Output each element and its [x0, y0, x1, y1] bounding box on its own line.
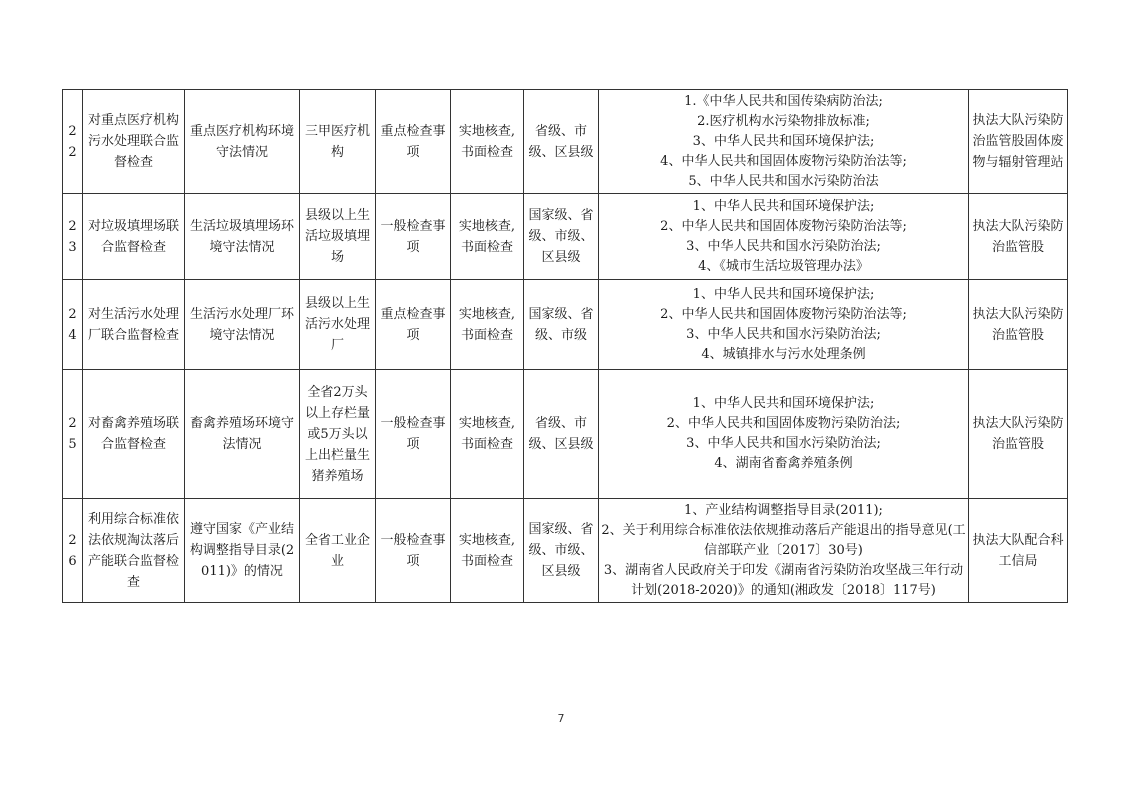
legal-basis-line: 4、城镇排水与污水处理条例: [701, 346, 866, 362]
responsible-department-cell: 执法大队污染防治监管股: [969, 370, 1068, 499]
inspection-object-cell: 全省工业企业: [300, 499, 376, 603]
inspection-object-cell: 三甲医疗机构: [300, 90, 376, 194]
responsible-department-cell: 执法大队污染防治监管股: [969, 280, 1068, 370]
inspection-content-cell: 重点医疗机构环境守法情况: [185, 90, 300, 194]
page-number: 7: [557, 712, 565, 725]
legal-basis-line: 1、中华人民共和国环境保护法;: [692, 396, 875, 411]
inspection-content-cell: 畜禽养殖场环境守法情况: [185, 370, 300, 499]
legal-basis-cell: [599, 370, 969, 499]
legal-basis-line: 2.医疗机构水污染物排放标准;: [697, 113, 870, 129]
legal-basis-line: 1.《中华人民共和国传染病防治法;: [684, 93, 883, 109]
inspection-item-cell: 对垃圾填埋场联合监督检查: [83, 194, 185, 280]
legal-basis-line: 4、中华人民共和国固体废物污染防治法等;: [660, 153, 907, 169]
inspection-category-cell: 重点检查事项: [376, 90, 451, 194]
inspection-content-cell: 生活污水处理厂环境守法情况: [185, 280, 300, 370]
inspection-content-cell: 遵守国家《产业结构调整指导目录(2011)》的情况: [185, 499, 300, 603]
inspection-item-cell: 利用综合标准依法依规淘汰落后产能联合监督检查: [83, 499, 185, 603]
inspection-object-cell: 全省2万头以上存栏量或5万头以上出栏量生猪养殖场: [300, 370, 376, 499]
legal-basis-line: 4、湖南省畜禽养殖条例: [714, 456, 853, 471]
inspection-category-cell: 一般检查事项: [376, 499, 451, 603]
inspection-category-cell: 一般检查事项: [376, 194, 451, 280]
inspection-category-cell: 一般检查事项: [376, 370, 451, 499]
legal-basis-line: 3、湖南省人民政府关于印发《湖南省污染防治攻坚战三年行动计划(2018-2020)》的通知(湘政发〔2018〕117号): [603, 562, 964, 598]
legal-basis-line: 2、中华人民共和国固体废物污染防治法;: [666, 416, 901, 431]
inspection-method-cell: 实地核查,书面检查: [451, 499, 524, 603]
responsible-department-cell: 执法大队污染防治监管股固体废物与辐射管理站: [969, 90, 1068, 194]
legal-basis-cell: [599, 499, 969, 603]
row-number-cell: 26: [63, 499, 83, 603]
inspection-table: [62, 89, 1068, 603]
inspection-object-cell: 县级以上生活垃圾填埋场: [300, 194, 376, 280]
responsible-department-cell: 执法大队污染防治监管股: [969, 194, 1068, 280]
legal-basis-line: 2、关于利用综合标准依法依规推动落后产能退出的指导意见(工信部联产业〔2017〕30号): [601, 522, 966, 558]
inspection-category-cell: 重点检查事项: [376, 280, 451, 370]
inspection-method-cell: 实地核查,书面检查: [451, 280, 524, 370]
inspection-content-cell: 生活垃圾填埋场环境守法情况: [185, 194, 300, 280]
table-row: [63, 194, 1068, 280]
legal-basis-line: 1、中华人民共和国环境保护法;: [692, 286, 875, 302]
responsible-department-cell: 执法大队配合科工信局: [969, 499, 1068, 603]
row-number-cell: 23: [63, 194, 83, 280]
legal-basis-line: 5、中华人民共和国水污染防治法: [688, 173, 879, 189]
table-row: [63, 370, 1068, 499]
inspection-level-cell: 国家级、省级、市级: [524, 280, 599, 370]
legal-basis-line: 3、中华人民共和国水污染防治法;: [686, 238, 881, 254]
legal-basis-cell: [599, 280, 969, 370]
inspection-level-cell: 省级、市级、区县级: [524, 90, 599, 194]
legal-basis-cell: [599, 90, 969, 194]
table-row: [63, 499, 1068, 603]
legal-basis-cell: [599, 194, 969, 280]
inspection-item-cell: 对畜禽养殖场联合监督检查: [83, 370, 185, 499]
legal-basis-line: 1、产业结构调整指导目录(2011);: [684, 502, 883, 518]
row-number-cell: 25: [63, 370, 83, 499]
row-number-cell: 22: [63, 90, 83, 194]
legal-basis-line: 3、中华人民共和国水污染防治法;: [686, 436, 881, 451]
inspection-method-cell: 实地核查,书面检查: [451, 370, 524, 499]
inspection-method-cell: 实地核查,书面检查: [451, 90, 524, 194]
legal-basis-line: 3、中华人民共和国水污染防治法;: [686, 326, 881, 342]
inspection-item-cell: 对生活污水处理厂联合监督检查: [83, 280, 185, 370]
table-row: [63, 280, 1068, 370]
legal-basis-line: 2、中华人民共和国固体废物污染防治法等;: [660, 306, 907, 322]
legal-basis-line: 3、中华人民共和国环境保护法;: [692, 133, 875, 149]
inspection-item-cell: 对重点医疗机构污水处理联合监督检查: [83, 90, 185, 194]
inspection-object-cell: 县级以上生活污水处理厂: [300, 280, 376, 370]
inspection-level-cell: 国家级、省级、市级、区县级: [524, 499, 599, 603]
table-row: [63, 90, 1068, 194]
row-number-cell: 24: [63, 280, 83, 370]
legal-basis-line: 4、《城市生活垃圾管理办法》: [698, 258, 869, 274]
inspection-level-cell: 国家级、省级、市级、区县级: [524, 194, 599, 280]
legal-basis-line: 2、中华人民共和国固体废物污染防治法等;: [660, 218, 907, 234]
legal-basis-line: 1、中华人民共和国环境保护法;: [692, 198, 875, 214]
inspection-level-cell: 省级、市级、区县级: [524, 370, 599, 499]
table-body: [63, 90, 1068, 603]
inspection-method-cell: 实地核查,书面检查: [451, 194, 524, 280]
